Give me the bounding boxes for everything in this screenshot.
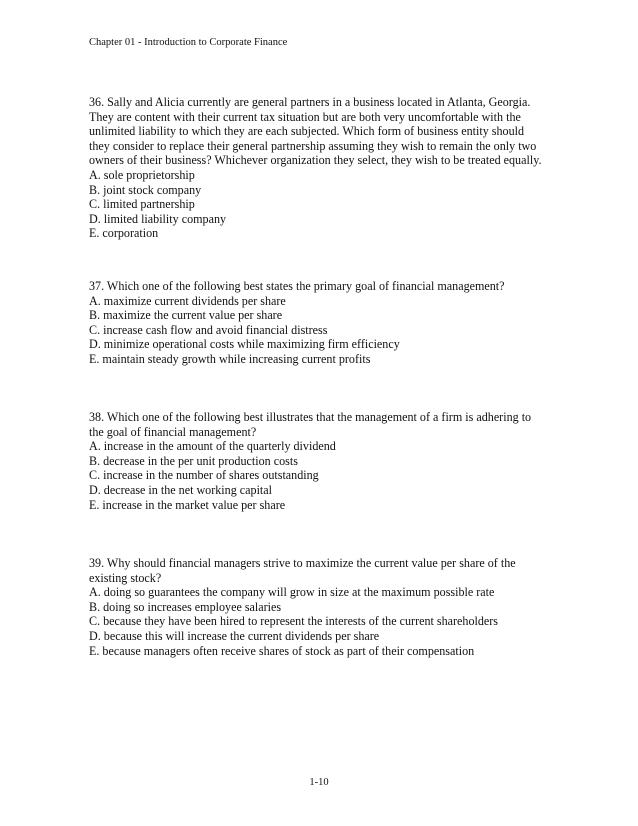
question-39-option-a: A. doing so guarantees the company will grow in size at the maximum possible rate bbox=[89, 585, 495, 600]
question-39-stem-line: existing stock? bbox=[89, 570, 162, 585]
question-38-stem-line: the goal of financial management? bbox=[89, 424, 257, 439]
question-36-option-c: C. limited partnership bbox=[89, 197, 195, 212]
question-36-stem-line: unlimited liability to which they are each subjected. Which form of business entity should bbox=[89, 124, 525, 139]
question-37-option-c: C. increase cash flow and avoid financial distress bbox=[89, 322, 328, 337]
question-39-option-d: D. because this will increase the current dividends per share bbox=[89, 628, 380, 643]
question-36-stem-line: 36. Sally and Alicia currently are general partners in a business located in Atlanta, Georgia. bbox=[89, 95, 531, 109]
question-36-stem-line: They are content with their current tax situation but are both very uncomfortable with the bbox=[89, 109, 521, 124]
question-37 bbox=[89, 279, 584, 367]
question-38-stem-line: 38. Which one of the following best illustrates that the management of a firm is adhering to bbox=[89, 410, 532, 424]
question-36-stem-line: owners of their business? Whichever organization they select, they wish to be treated equally. bbox=[89, 153, 542, 168]
question-39-option-c: C. because they have been hired to represent the interests of the current shareholders bbox=[89, 614, 499, 629]
question-36-option-d: D. limited liability company bbox=[89, 211, 227, 226]
question-36-option-e: E. corporation bbox=[89, 226, 159, 241]
question-37-option-e: E. maintain steady growth while increasing current profits bbox=[89, 351, 371, 366]
chapter-header: Chapter 01 - Introduction to Corporate Finance bbox=[89, 37, 288, 48]
question-37-option-d: D. minimize operational costs while maximizing firm efficiency bbox=[89, 337, 400, 352]
question-38-option-c: C. increase in the number of shares outstanding bbox=[89, 468, 319, 483]
question-37-stem-line: 37. Which one of the following best states the primary goal of financial management? bbox=[89, 279, 505, 293]
question-36-option-b: B. joint stock company bbox=[89, 182, 202, 197]
question-38-option-e: E. increase in the market value per share bbox=[89, 497, 286, 512]
question-36 bbox=[89, 95, 584, 241]
question-38 bbox=[89, 410, 584, 512]
question-37-option-b: B. maximize the current value per share bbox=[89, 308, 283, 323]
page-number: 1-10 bbox=[309, 777, 329, 788]
question-38-option-a: A. increase in the amount of the quarterly dividend bbox=[89, 439, 336, 454]
question-39 bbox=[89, 556, 584, 658]
question-36-option-a: A. sole proprietorship bbox=[89, 167, 195, 182]
question-37-option-a: A. maximize current dividends per share bbox=[89, 293, 286, 308]
question-38-option-d: D. decrease in the net working capital bbox=[89, 482, 273, 497]
question-39-option-b: B. doing so increases employee salaries bbox=[89, 599, 282, 614]
question-36-stem-line: they consider to replace their general partnership assuming they wish to remain the only two bbox=[89, 138, 537, 153]
question-39-stem-line: 39. Why should financial managers strive to maximize the current value per share of the bbox=[89, 556, 516, 570]
question-38-option-b: B. decrease in the per unit production costs bbox=[89, 453, 298, 468]
question-39-option-e: E. because managers often receive shares of stock as part of their compensation bbox=[89, 643, 475, 658]
